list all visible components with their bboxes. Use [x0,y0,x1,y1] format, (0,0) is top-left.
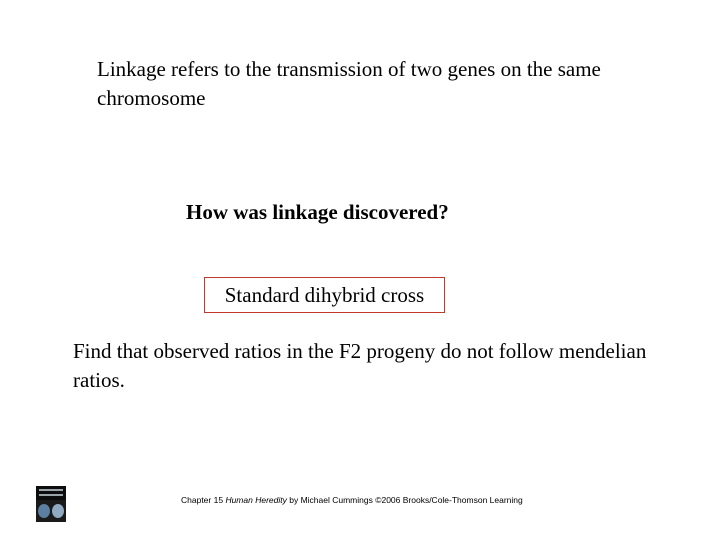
book-cover-title-lines [39,489,63,496]
book-cover-eye-right [52,504,64,518]
finding-text: Find that observed ratios in the F2 progeny do not follow mendelian ratios. [73,339,647,392]
book-cover-icon [36,486,66,522]
footer-book-title: Human Heredity [225,495,287,505]
question-heading: How was linkage discovered? [186,200,449,224]
footer-credit [181,494,621,506]
footer-chapter: Chapter 15 [181,495,224,505]
linkage-definition: Linkage refers to the transmission of two genes on the same chromosome [97,57,601,110]
footer-credit-text: by Michael Cummings ©2006 Brooks/Cole-Thomson Learning [289,495,523,505]
dihybrid-cross-box: Standard dihybrid cross [204,277,445,313]
book-cover-eye-left [38,504,50,518]
